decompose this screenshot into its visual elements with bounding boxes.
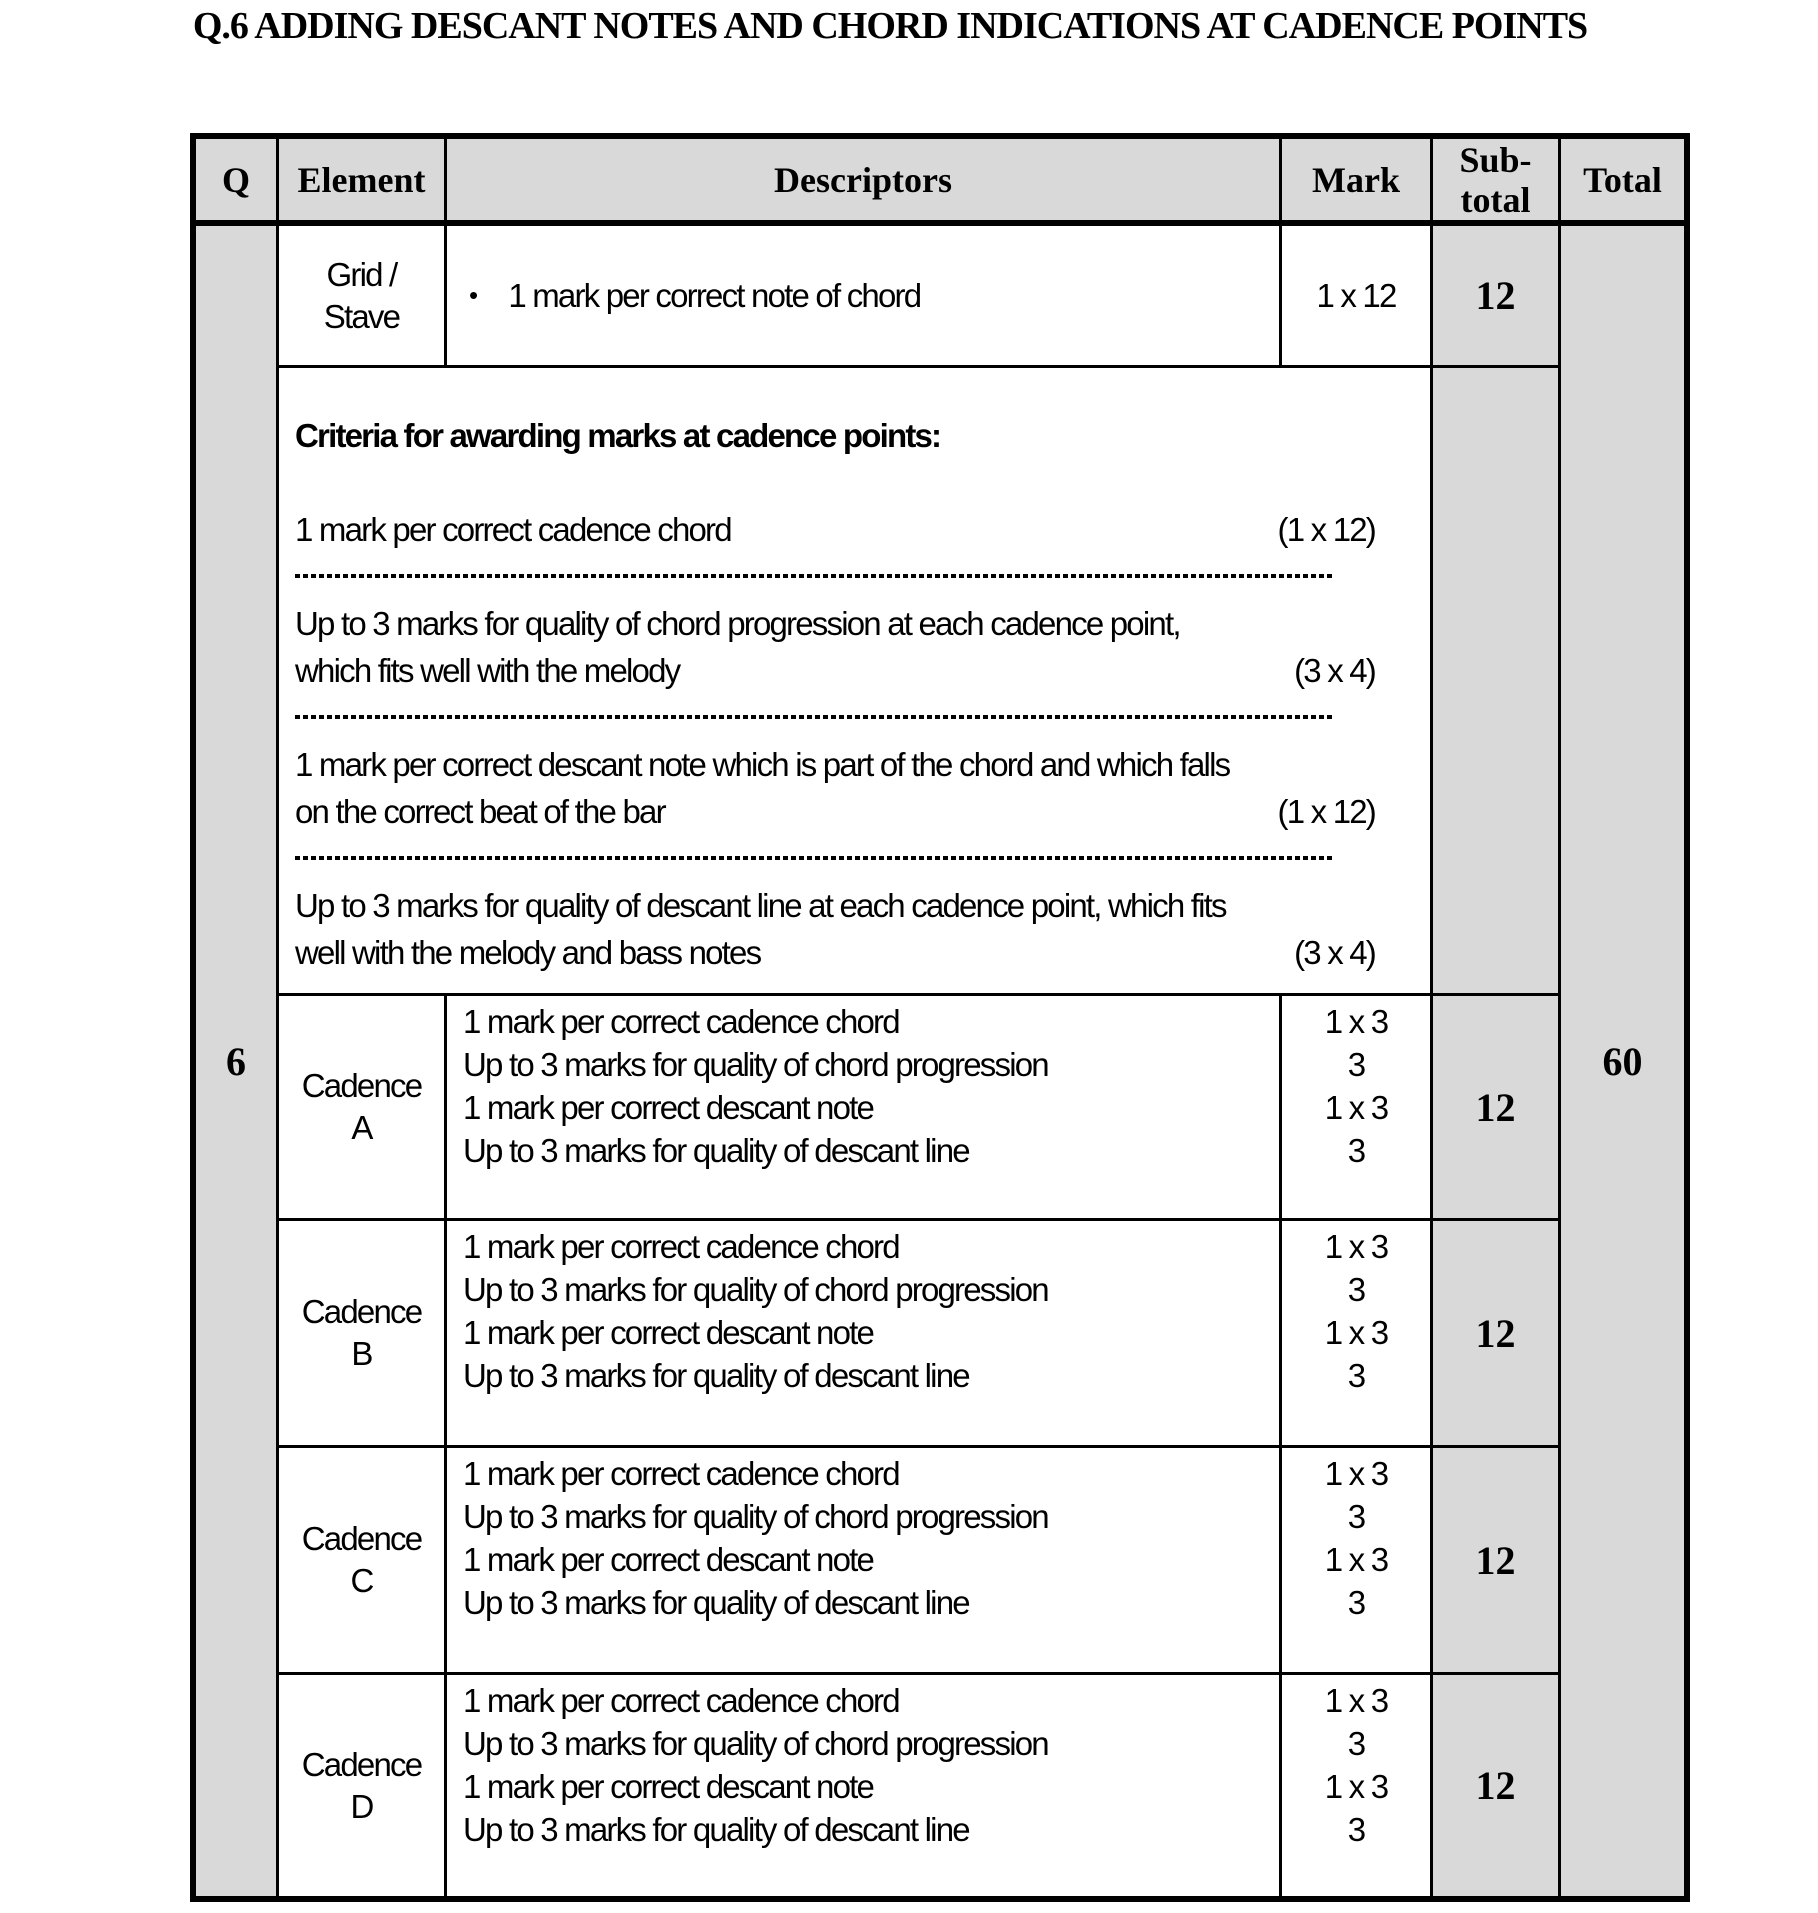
descriptor-line: Up to 3 marks for quality of chord progression	[463, 1046, 1048, 1083]
marks-cadence-a	[1279, 996, 1430, 1221]
mark-value: 1 x 3	[1324, 1003, 1388, 1040]
descriptor-line: 1 mark per correct descant note	[463, 1089, 874, 1126]
page-title: Q.6 ADDING DESCANT NOTES AND CHORD INDICATIONS AT CADENCE POINTS	[192, 5, 1588, 47]
descriptors-cadence-b	[444, 1221, 1279, 1448]
mark-value: 3	[1347, 1132, 1365, 1169]
criteria-item-4-line2	[295, 929, 1430, 976]
descriptor-grid-stave	[444, 226, 1279, 368]
element-cadence-c	[276, 1448, 444, 1675]
element-cadence-a-line2: A	[351, 1109, 372, 1146]
criteria-cell	[276, 368, 1430, 996]
header-descriptors: Descriptors	[444, 139, 1279, 226]
descriptor-line: Up to 3 marks for quality of descant line	[463, 1357, 969, 1394]
descriptor-line: Up to 3 marks for quality of descant line	[463, 1132, 969, 1169]
descriptor-line: 1 mark per correct cadence chord	[463, 1455, 899, 1492]
question-number-cell	[196, 226, 276, 1896]
mark-value: 3	[1347, 1725, 1365, 1762]
element-cadence-b	[276, 1221, 444, 1448]
descriptor-line: Up to 3 marks for quality of chord progression	[463, 1271, 1048, 1308]
dashed-divider	[295, 553, 1430, 600]
element-cadence-c-line1: Cadence	[301, 1520, 422, 1557]
mark-value: 1 x 3	[1324, 1768, 1388, 1805]
total-cell	[1558, 226, 1684, 1896]
mark-grid-stave: 1 x 12	[1279, 226, 1430, 368]
mark-value: 1 x 3	[1324, 1089, 1388, 1126]
descriptor-line: Up to 3 marks for quality of chord progression	[463, 1498, 1048, 1535]
mark-value: 1 x 3	[1324, 1314, 1388, 1351]
criteria-item-1	[295, 506, 1430, 553]
mark-value: 1 x 3	[1324, 1228, 1388, 1265]
criteria-spacer	[295, 459, 1430, 506]
header-subtotal: Sub-total	[1430, 139, 1558, 226]
mark-value: 1 x 3	[1324, 1455, 1388, 1492]
mark-value: 3	[1347, 1811, 1365, 1848]
bullet-icon: •	[469, 280, 477, 310]
descriptor-line: 1 mark per correct descant note	[463, 1314, 874, 1351]
criteria-item-3-mark: (1 x 12)	[1277, 793, 1375, 830]
criteria-item-2-mark: (3 x 4)	[1294, 652, 1375, 689]
descriptor-line: Up to 3 marks for quality of chord progression	[463, 1725, 1048, 1762]
criteria-item-4-line1: Up to 3 marks for quality of descant line at each cadence point, which fits	[295, 887, 1226, 924]
subtotal-cadence-b: 12	[1430, 1221, 1558, 1448]
mark-value: 1 x 3	[1324, 1682, 1388, 1719]
descriptor-line: 1 mark per correct cadence chord	[463, 1682, 899, 1719]
mark-value: 1 x 3	[1324, 1541, 1388, 1578]
criteria-item-1-mark: (1 x 12)	[1277, 511, 1375, 548]
descriptors-cadence-a	[444, 996, 1279, 1221]
subtotal-cadence-c: 12	[1430, 1448, 1558, 1675]
header-mark: Mark	[1279, 139, 1430, 226]
mark-value: 3	[1347, 1584, 1365, 1621]
total-value: 60	[1602, 1038, 1643, 1084]
element-cadence-c-line2: C	[350, 1562, 373, 1599]
criteria-item-3-text: on the correct beat of the bar	[295, 793, 665, 830]
criteria-item-2-text: which fits well with the melody	[295, 652, 680, 689]
mark-value: 3	[1347, 1357, 1365, 1394]
header-element: Element	[276, 139, 444, 226]
subtotal-grid-stave: 12	[1430, 226, 1558, 368]
mark-value: 3	[1347, 1271, 1365, 1308]
subtotal-cadence-d: 12	[1430, 1675, 1558, 1896]
element-grid-stave	[276, 226, 444, 368]
descriptor-line: 1 mark per correct cadence chord	[463, 1003, 899, 1040]
element-cadence-d-line2: D	[350, 1787, 373, 1825]
descriptors-cadence-c	[444, 1448, 1279, 1675]
subtotal-criteria-empty	[1430, 368, 1558, 996]
marking-scheme-table	[190, 133, 1690, 1902]
marks-cadence-b	[1279, 1221, 1430, 1448]
subtotal-cadence-a: 12	[1430, 996, 1558, 1221]
dashed-divider	[295, 694, 1430, 741]
descriptor-grid-stave-text: 1 mark per correct note of chord	[508, 276, 921, 314]
dashed-divider	[295, 835, 1430, 882]
descriptor-line: 1 mark per correct descant note	[463, 1541, 874, 1578]
element-cadence-a	[276, 996, 444, 1221]
question-number: 6	[226, 1038, 246, 1084]
criteria-item-2-line2	[295, 647, 1430, 694]
element-cadence-b-line2: B	[351, 1335, 372, 1372]
descriptor-line: 1 mark per correct descant note	[463, 1768, 874, 1805]
element-grid-stave-line2: Stave	[323, 297, 400, 335]
criteria-item-4-text: well with the melody and bass notes	[295, 934, 761, 971]
criteria-item-1-text: 1 mark per correct cadence chord	[295, 511, 731, 548]
descriptor-line: Up to 3 marks for quality of descant line	[463, 1811, 969, 1848]
marks-cadence-d	[1279, 1675, 1430, 1896]
marks-cadence-c	[1279, 1448, 1430, 1675]
element-cadence-b-line1: Cadence	[301, 1293, 422, 1330]
element-cadence-d	[276, 1675, 444, 1896]
header-total: Total	[1558, 139, 1684, 226]
descriptors-cadence-d	[444, 1675, 1279, 1896]
criteria-heading: Criteria for awarding marks at cadence points:	[295, 417, 941, 454]
criteria-item-2-line1: Up to 3 marks for quality of chord progression at each cadence point,	[295, 605, 1180, 642]
criteria-item-3-line2	[295, 788, 1430, 835]
descriptor-line: Up to 3 marks for quality of descant line	[463, 1584, 969, 1621]
criteria-item-4-mark: (3 x 4)	[1294, 934, 1375, 971]
element-grid-stave-line1: Grid /	[326, 255, 397, 293]
header-q: Q	[196, 139, 276, 226]
mark-value: 3	[1347, 1046, 1365, 1083]
criteria-item-3-line1: 1 mark per correct descant note which is part of the chord and which falls	[295, 746, 1230, 783]
descriptor-line: 1 mark per correct cadence chord	[463, 1228, 899, 1265]
element-cadence-a-line1: Cadence	[301, 1067, 422, 1104]
element-cadence-d-line1: Cadence	[301, 1745, 422, 1783]
mark-value: 3	[1347, 1498, 1365, 1535]
